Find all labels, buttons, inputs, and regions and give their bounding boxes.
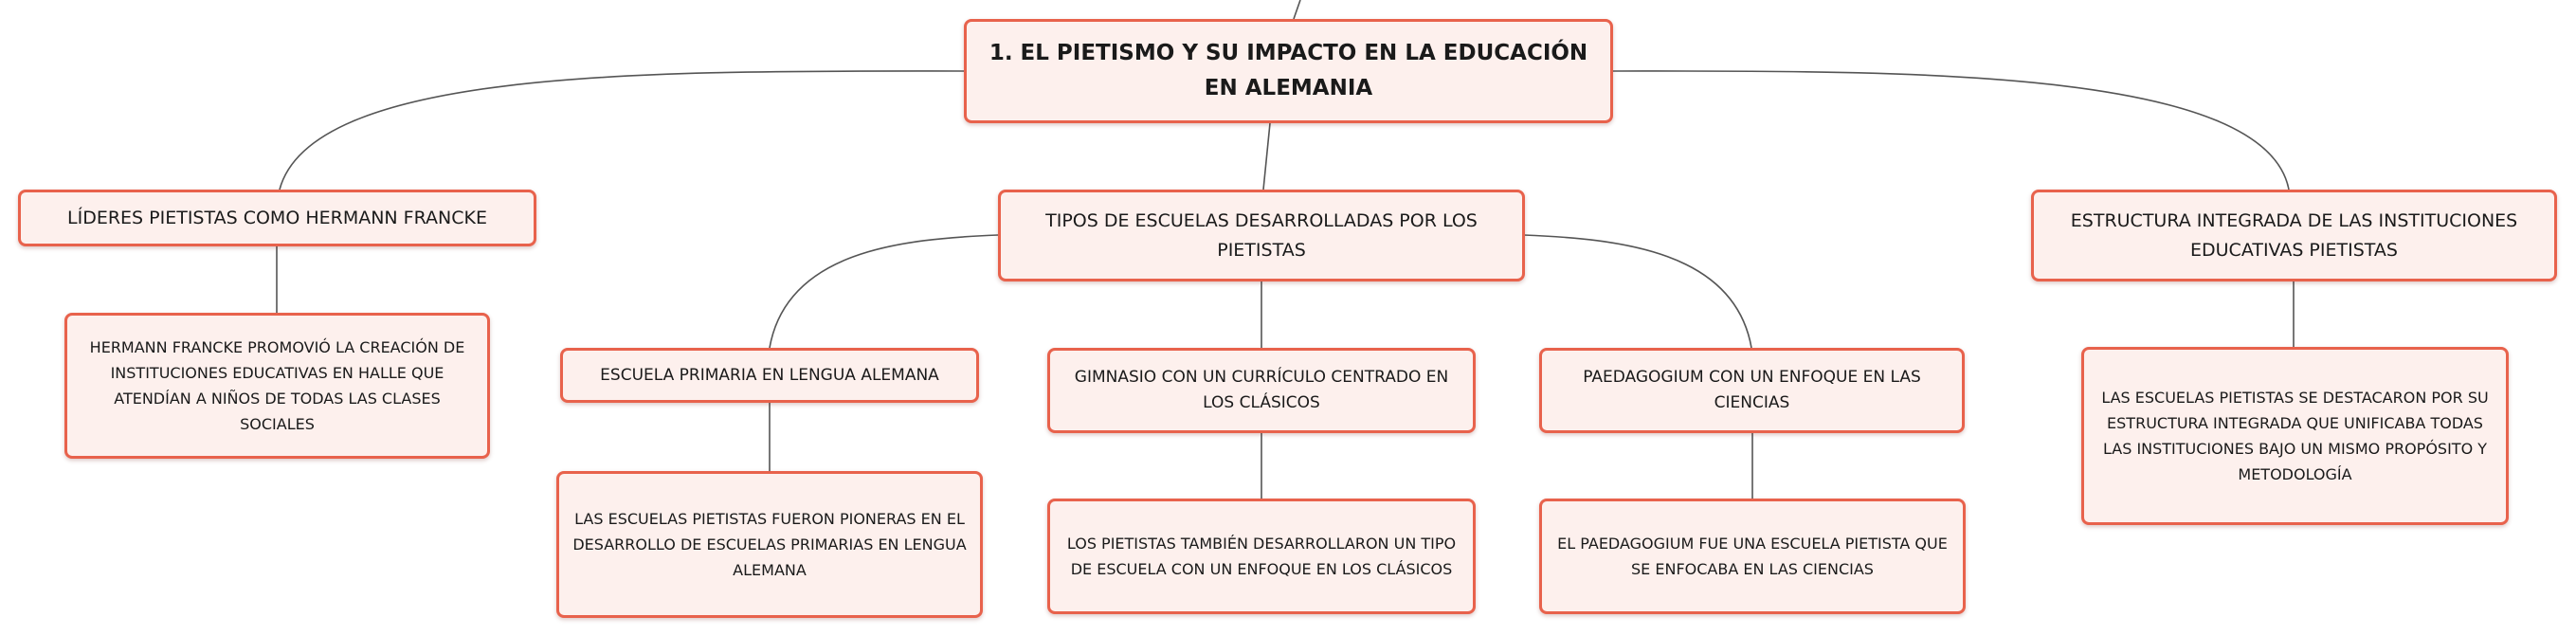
topic-paedagogium-label: PAEDAGOGIUM CON UN ENFOQUE EN LAS CIENCIAS [1583,368,1921,412]
detail-gymnasium-text: LOS PIETISTAS TAMBIÉN DESARROLLARON UN TIPO DE ESCUELA CON UN ENFOQUE EN LOS CLÁSICOS [1066,535,1457,578]
detail-paedagogium-text: EL PAEDAGOGIUM FUE UNA ESCUELA PIETISTA QUE SE ENFOCABA EN LAS CIENCIAS [1557,535,1948,578]
connector-school-types-primary [770,235,998,348]
topic-paedagogium[interactable] [1539,348,1965,433]
detail-paedagogium[interactable] [1539,499,1966,614]
detail-structure[interactable] [2081,347,2509,525]
detail-gymnasium[interactable] [1047,499,1476,614]
detail-primary-school[interactable] [556,471,983,618]
topic-gymnasium[interactable] [1047,348,1476,433]
connector-school-types-paedagogium [1524,235,1751,348]
topic-structure-label: ESTRUCTURA INTEGRADA DE LAS INSTITUCIONES EDUCATIVAS PIETISTAS [2070,209,2518,261]
connector-root-parent [1294,0,1300,19]
connector-root-structure [1613,71,2289,190]
topic-school-types[interactable] [998,190,1525,281]
topic-leaders[interactable] [18,190,536,246]
root-topic-label: 1. EL PIETISMO Y SU IMPACTO EN LA EDUCACIÓN EN ALEMANIA [989,41,1588,100]
topic-structure[interactable] [2031,190,2557,281]
detail-leaders-text: HERMANN FRANCKE PROMOVIÓ LA CREACIÓN DE INSTITUCIONES EDUCATIVAS EN HALLE QUE ATENDÍAN A NIÑOS DE TODAS LAS CLASES SOCIALES [89,338,465,433]
detail-leaders[interactable] [64,313,490,459]
topic-leaders-label: LÍDERES PIETISTAS COMO HERMANN FRANCKE [67,207,487,228]
connector-root-school-types [1263,123,1270,190]
topic-gymnasium-label: GIMNASIO CON UN CURRÍCULO CENTRADO EN LOS CLÁSICOS [1074,368,1449,412]
topic-school-types-label: TIPOS DE ESCUELAS DESARROLLADAS POR LOS PIETISTAS [1045,209,1478,261]
detail-structure-text: LAS ESCUELAS PIETISTAS SE DESTACARON POR SU ESTRUCTURA INTEGRADA QUE UNIFICABA TODAS LAS INSTITUCIONES BAJO UN MISMO PROPÓSITO Y METODOLOGÍA [2101,389,2489,483]
root-topic[interactable] [964,19,1613,123]
connector-root-leaders [280,71,964,190]
detail-primary-school-text: LAS ESCUELAS PIETISTAS FUERON PIONERAS EN EL DESARROLLO DE ESCUELAS PRIMARIAS EN LENGUA ALEMANA [572,510,967,579]
topic-primary-school[interactable] [560,348,979,403]
topic-primary-school-label: ESCUELA PRIMARIA EN LENGUA ALEMANA [600,365,939,385]
